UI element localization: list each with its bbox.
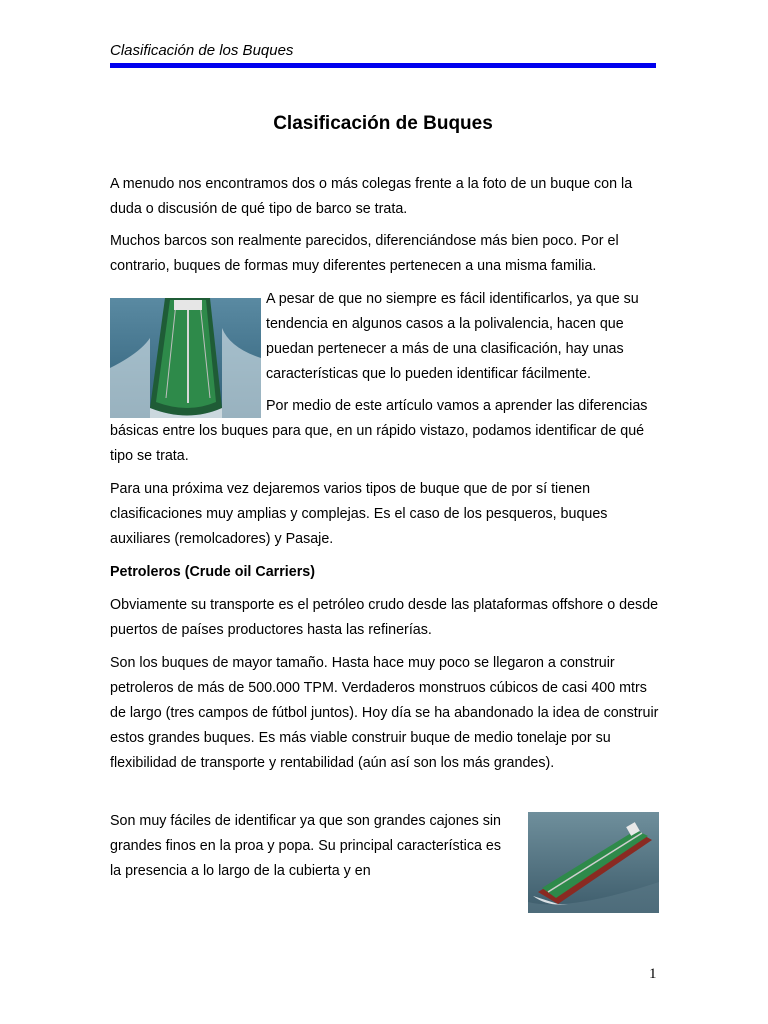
page-number: 1	[649, 966, 657, 982]
header-rule	[110, 63, 656, 68]
paragraph-intro: A menudo nos encontramos dos o más colegas frente a la foto de un buque con la duda o discusión de qué tipo de barco se trata.	[110, 176, 633, 217]
tanker-sailing-photo	[528, 812, 659, 913]
paragraph-features: Son muy fáciles de identificar ya que son grandes cajones sin grandes finos en la proa y popa. Su principal característica es la presencia a lo largo de la cubierta y en	[110, 813, 502, 879]
paragraph-size: Son los buques de mayor tamaño. Hasta hace muy poco se llegaron a construir petroleros de más de 500.000 TPM. Verdaderos monstruos cúbicos de casi 400 mtrs de largo (tres campos de fútbol juntos). Hoy día se ha abandonado la idea de construir estos grandes buques. Es más viable construir buque de medio tonelaje por su flexibilidad de transporte y rentabilidad (aún así son los más grandes).	[110, 655, 659, 771]
section-heading-petroleros: Petroleros (Crude oil Carriers)	[110, 564, 315, 580]
running-header: Clasificación de los Buques	[110, 42, 294, 59]
paragraph-similar-ships: Muchos barcos son realmente parecidos, diferenciándose más bien poco. Por el contrario, buques de formas muy diferentes pertenecen a una misma familia.	[110, 233, 619, 274]
document-title: Clasificación de Buques	[273, 113, 493, 134]
paragraph-next-time: Para una próxima vez dejaremos varios tipos de buque que de por sí tienen clasificaciones muy amplias y complejas. Es el caso de los pesqueros, buques auxiliares (remolcadores) y Pasaje.	[110, 481, 608, 547]
paragraph-identification: A pesar de que no siempre es fácil identificarlos, ya que su tendencia en algunos casos a la polivalencia, hacen que puedan pertenecer a más de una clasificación, hay unas características que lo pueden identificar fácilmente.	[266, 291, 639, 382]
paragraph-article-purpose: Por medio de este artículo vamos a aprender las diferencias básicas entre los buques para que, en un rápido vistazo, podamos identificar de qué tipo se trata.	[110, 398, 648, 464]
paragraph-transport: Obviamente su transporte es el petróleo crudo desde las plataformas offshore o desde puertos de países productores hasta las refinerías.	[110, 597, 659, 638]
